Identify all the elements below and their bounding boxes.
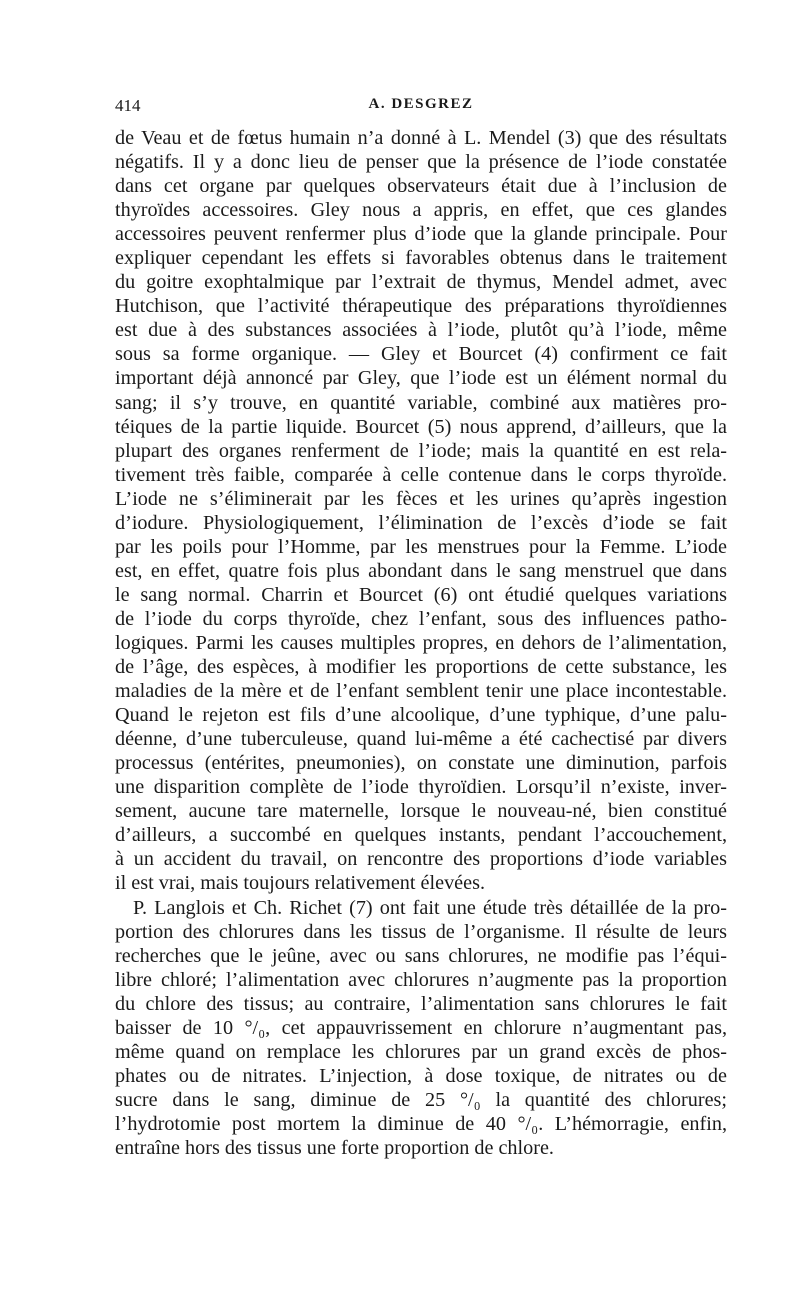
text-line: dans cet organe par quelques observateurs était due à l’inclusion de	[115, 175, 727, 198]
text-line: de Veau et de fœtus humain n’a donné à L. Mendel (3) que des résultats	[115, 127, 727, 149]
text-line: portion des chlorures dans les tissus de l’organisme. Il résulte de leurs	[115, 920, 727, 943]
text-line: recherches que le jeûne, avec ou sans chlorures, ne modifie pas l’équi-	[115, 944, 727, 967]
text-line: P. Langlois et Ch. Richet (7) ont fait une étude très détaillée de la pro-	[133, 896, 727, 919]
text-line: sang; il s’y trouve, en quantité variable, combiné aux matières pro-	[115, 391, 727, 414]
text-line: par les poils pour l’Homme, par les menstrues pour la Femme. L’iode	[115, 535, 727, 558]
body-text	[115, 126, 727, 1160]
text-line: est due à des substances associées à l’iode, plutôt qu’à l’iode, même	[115, 319, 727, 342]
text-line: à un accident du travail, on rencontre des proportions d’iode variables	[115, 848, 727, 871]
text-line: processus (entérites, pneumonies), on constate une diminution, parfois	[115, 752, 727, 775]
running-head: A. DESGREZ	[368, 96, 474, 112]
page-number: 414	[115, 96, 141, 115]
text-line: Hutchison, que l’activité thérapeutique des préparations thyroïdiennes	[115, 295, 727, 318]
text-line: entraîne hors des tissus une forte proportion de chlore.	[115, 1136, 554, 1159]
text-line: phates ou de nitrates. L’injection, à dose toxique, de nitrates ou de	[115, 1064, 727, 1087]
text-line: même quand on remplace les chlorures par un grand excès de phos-	[115, 1040, 727, 1063]
text-line: de l’iode du corps thyroïde, chez l’enfant, sous des influences patho-	[115, 607, 727, 630]
text-line: d’iodure. Physiologiquement, l’élimination de l’excès d’iode se fait	[115, 511, 727, 534]
text-line: du chlore des tissus; au contraire, l’alimentation sans chlorures le fait	[115, 992, 727, 1015]
text-line: baisser de 10 °/₀, cet appauvrissement en chlorure n’augmentant pas,	[115, 1016, 727, 1039]
text-line: maladies de la mère et de l’enfant semblent tenir une place incontestable.	[115, 680, 727, 703]
text-line: sous sa forme organique. — Gley et Bourcet (4) confirment ce fait	[115, 343, 727, 366]
text-line: de l’âge, des espèces, à modifier les proportions de cette substance, les	[115, 656, 727, 679]
page-header	[115, 96, 727, 120]
text-line: thyroïdes accessoires. Gley nous a appris, en effet, que ces glandes	[115, 199, 727, 222]
text-line: l’hydrotomie post mortem la diminue de 40 °/₀. L’hémorragie, enfin,	[115, 1112, 727, 1135]
text-line: il est vrai, mais toujours relativement élevées.	[115, 872, 485, 895]
text-line: tivement très faible, comparée à celle contenue dans le corps thyroïde.	[115, 463, 727, 486]
text-line: expliquer cependant les effets si favorables obtenus dans le traitement	[115, 247, 727, 270]
text-line: du goitre exophtalmique par l’extrait de thymus, Mendel admet, avec	[115, 271, 727, 294]
text-line: sucre dans le sang, diminue de 25 °/₀ la quantité des chlorures;	[115, 1088, 727, 1111]
text-line: est, en effet, quatre fois plus abondant dans le sang menstruel que dans	[115, 559, 727, 582]
text-line: téiques de la partie liquide. Bourcet (5) nous apprend, d’ailleurs, que la	[115, 415, 727, 438]
paragraph-1	[115, 126, 727, 896]
text-line: libre chloré; l’alimentation avec chlorures n’augmente pas la proportion	[115, 968, 727, 991]
text-line: plupart des organes renferment de l’iode; mais la quantité en est rela-	[115, 439, 727, 462]
text-line: sement, aucune tare maternelle, lorsque le nouveau-né, bien constitué	[115, 800, 727, 823]
text-line: négatifs. Il y a donc lieu de penser que la présence de l’iode constatée	[115, 151, 727, 174]
paragraph-2	[115, 896, 727, 1161]
text-line: Quand le rejeton est fils d’une alcoolique, d’une typhique, d’une palu-	[115, 704, 727, 727]
text-line: accessoires peuvent renfermer plus d’iode que la glande principale. Pour	[115, 223, 727, 246]
text-line: une disparition complète de l’iode thyroïdien. Lorsqu’il n’existe, inver-	[115, 776, 727, 799]
text-line: d’ailleurs, a succombé en quelques instants, pendant l’accouchement,	[115, 824, 727, 847]
text-line: L’iode ne s’éliminerait par les fèces et les urines qu’après ingestion	[115, 487, 727, 510]
text-line: le sang normal. Charrin et Bourcet (6) ont étudié quelques variations	[115, 583, 727, 606]
text-line: important déjà annoncé par Gley, que l’iode est un élément normal du	[115, 367, 727, 390]
text-line: logiques. Parmi les causes multiples propres, en dehors de l’alimentation,	[115, 631, 727, 654]
text-line: déenne, d’une tuberculeuse, quand lui-même a été cachectisé par divers	[115, 728, 727, 751]
